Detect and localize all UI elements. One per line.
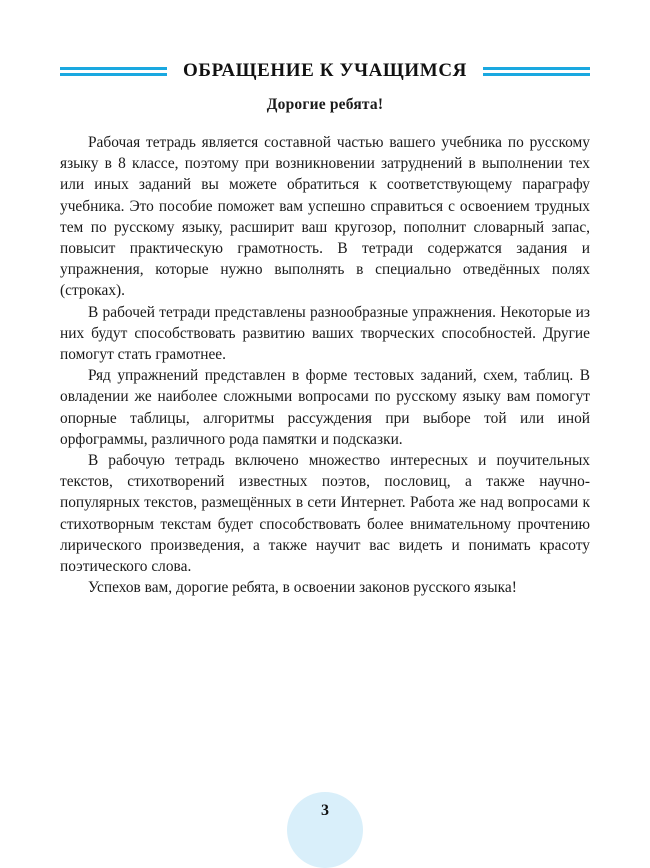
salutation: Дорогие ребята! (266, 96, 384, 113)
heading-rule-right (483, 67, 590, 76)
paragraph-2: В рабочей тетради представлены разнообразные упражнения. Некоторые из них будут способствовать развитию ваших творческих способностей. Другие помогут стать грамотнее. (60, 303, 590, 364)
folio-badge (287, 792, 363, 868)
paragraph-5: Успехов вам, дорогие ребята, в освоении законов русского языка! (88, 579, 517, 597)
paragraph-3: Ряд упражнений представлен в форме тестовых заданий, схем, таблиц. В овладении же наиболее сложными вопросами по русскому языку вам помогут опорные таблицы, алгоритмы рассуждения при выборе той или иной орфограммы, различного рода памятки и подсказки. (60, 367, 590, 448)
page-heading (60, 60, 590, 82)
page-footer (0, 792, 650, 868)
paragraph-1: Рабочая тетрадь является составной частью вашего учебника по русскому языку в 8 классе, поэтому при возникновении затруднений в выполнении тех или иных заданий вы можете обратиться к соответствующему параграфу учебника. Это пособие поможет вам успешно справиться с освоением трудных тем по русскому языку, расширит ваш кругозор, пополнит словарный запас, повысит практическую грамотность. В тетради содержатся задания и упражнения, которые нужно выполнять в специально отведённых полях (строках). (60, 134, 590, 300)
body-content (60, 96, 590, 598)
page-number: 3 (321, 802, 329, 819)
heading-rule-left (60, 67, 167, 76)
page-title: ОБРАЩЕНИЕ К УЧАЩИМСЯ (183, 60, 467, 81)
paragraph-4: В рабочую тетрадь включено множество интересных и поучительных текстов, стихотворений известных поэтов, пословиц, а также научно-популярных текстов, размещённых в сети Интернет. Работа же над вопросами к стихотворным текстам будет способствовать более внимательному прочтению лирического произведения, а также научит вас видеть и понимать красоту поэтического слова. (60, 452, 590, 576)
